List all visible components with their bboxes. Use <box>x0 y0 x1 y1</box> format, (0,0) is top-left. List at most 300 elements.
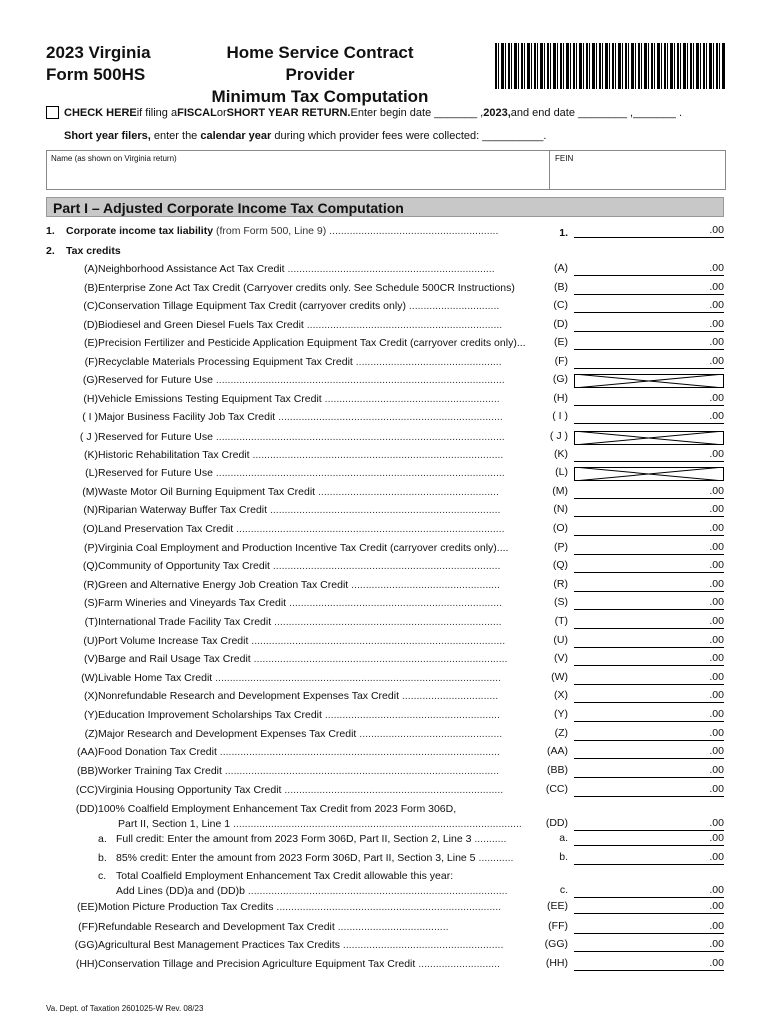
tax-line <box>46 244 724 262</box>
line-label-text: Nonrefundable Research and Development Expenses Tax Credit <box>98 690 399 702</box>
line-label <box>98 485 528 499</box>
tax-line <box>46 466 724 484</box>
fiscal-year-checkbox[interactable] <box>46 106 59 119</box>
amount-field[interactable]: .00 <box>574 541 724 555</box>
line-code: (V) <box>554 652 568 664</box>
line-label <box>98 299 528 313</box>
amount-field[interactable]: .00 <box>574 817 724 831</box>
name-field-label: Name (as shown on Virginia return) <box>51 154 177 163</box>
amount-field[interactable]: .00 <box>574 652 724 666</box>
line-number: (S) <box>84 597 98 609</box>
line-label-text: Reserved for Future Use <box>98 431 213 443</box>
line-code: (D) <box>553 318 568 330</box>
line-label <box>98 652 528 666</box>
line-label-text: Neighborhood Assistance Act Tax Credit <box>98 263 285 275</box>
line-number: (G) <box>82 374 98 386</box>
line-number: (L) <box>85 467 98 479</box>
line-label-text: Major Research and Development Expenses Tax Credit <box>98 728 357 740</box>
line-leader: ................................................................... <box>303 319 503 331</box>
amount-field[interactable]: .00 <box>574 832 724 846</box>
line-code: (CC) <box>545 783 568 795</box>
line-number: (K) <box>84 449 98 461</box>
tax-line <box>46 783 724 801</box>
line-label-text: Education Improvement Scholarships Tax Credit <box>98 709 322 721</box>
amount-field[interactable]: .00 <box>574 764 724 778</box>
name-fein-divider <box>549 151 550 189</box>
line-code: (HH) <box>545 957 568 969</box>
tax-line <box>46 299 724 317</box>
amount-field[interactable]: .00 <box>574 522 724 536</box>
amount-field[interactable]: .00 <box>574 578 724 592</box>
line-code: (L) <box>555 466 568 478</box>
line-label <box>98 938 528 952</box>
line-label <box>98 957 528 971</box>
form-id: Form 500HS <box>46 65 146 84</box>
line-number: (P) <box>84 542 98 554</box>
line-leader: ................................................................................................ <box>216 746 500 758</box>
fiscal-year-line <box>46 106 682 119</box>
line-label <box>98 373 528 387</box>
tax-line <box>46 634 724 652</box>
line-number: (EE) <box>77 901 98 913</box>
line-label-text: Enterprise Zone Act Tax Credit (Carryover credits only. See Schedule 500CR Instructions) <box>98 282 515 294</box>
line-label <box>66 244 528 258</box>
line-code: (A) <box>554 262 568 274</box>
tax-line <box>46 745 724 763</box>
line-label-text: Reserved for Future Use <box>98 374 213 386</box>
tax-line <box>46 920 724 938</box>
line-leader: ................................................... <box>348 579 500 591</box>
line-leader: ...................................... <box>334 921 449 933</box>
tax-line <box>46 900 724 918</box>
line-number: (O) <box>82 523 98 535</box>
line-number: (Z) <box>84 728 98 740</box>
line-label-text: Historic Rehabilitation Tax Credit <box>98 449 250 461</box>
line-leader: ............................................................ <box>321 709 500 721</box>
tax-line <box>46 727 724 745</box>
line-label-text: 85% credit: Enter the amount from 2023 Form 306D, Part II, Section 3, Line 5 <box>116 852 476 864</box>
line-code: (H) <box>553 392 568 404</box>
line-label-text: Vehicle Emissions Testing Equipment Tax Credit <box>98 393 322 405</box>
tax-line <box>46 832 724 850</box>
line-code: (P) <box>554 541 568 553</box>
line-label-text: Tax credits <box>66 245 121 257</box>
form-title <box>46 42 151 86</box>
tax-line <box>46 541 724 559</box>
line-label <box>98 578 528 592</box>
line-code: 1. <box>559 227 568 239</box>
line-number: (M) <box>82 486 98 498</box>
line-label <box>66 224 528 238</box>
reserved-crossed-box <box>574 431 724 445</box>
line-leader: ................................................................................................... <box>212 374 505 386</box>
line-code: (N) <box>553 503 568 515</box>
line-label-text: Farm Wineries and Vineyards Tax Credit <box>98 597 287 609</box>
line-code: (Z) <box>554 727 568 739</box>
tax-line <box>46 485 724 503</box>
fein-field-label: FEIN <box>555 154 574 163</box>
line-label-text: Major Business Facility Job Tax Credit <box>98 411 276 423</box>
amount-field[interactable]: .00 <box>574 559 724 573</box>
line-label <box>98 615 528 629</box>
tax-line <box>46 318 724 336</box>
line-leader: .............................................................. <box>315 486 499 498</box>
tax-line <box>46 503 724 521</box>
line-number: (D) <box>83 319 98 331</box>
tax-line <box>46 281 724 299</box>
tax-line <box>46 224 724 242</box>
tax-line <box>46 764 724 782</box>
line-label-text: Green and Alternative Energy Job Creation Tax Credit <box>98 579 349 591</box>
amount-field[interactable]: .00 <box>574 281 724 295</box>
line-label <box>98 262 528 276</box>
line-label-text: Waste Motor Oil Burning Equipment Tax Credit <box>98 486 316 498</box>
line-code: (G) <box>552 373 568 385</box>
line-number: (R) <box>83 579 98 591</box>
line-leader: ....................................................................... <box>284 263 495 275</box>
line-code: (S) <box>554 596 568 608</box>
line-label-text: Agricultural Best Management Practices Tax Credits <box>98 939 340 951</box>
line-label <box>98 448 528 462</box>
line-leader: (from Form 500, Line 9) .......................................................... <box>213 225 499 237</box>
short-year-text-1: enter the <box>150 130 201 142</box>
line-label-text: Port Volume Increase Tax Credit <box>98 635 249 647</box>
line-label-text: Biodiesel and Green Diesel Fuels Tax Credit <box>98 319 304 331</box>
line-label-continued-text: Add Lines (DD)a and (DD)b <box>116 885 245 897</box>
cross-out-icon <box>574 467 724 481</box>
line-label-continued <box>118 817 528 831</box>
line-number: (GG) <box>74 939 98 951</box>
amount-field[interactable]: .00 <box>574 634 724 648</box>
amount-field[interactable]: .00 <box>574 671 724 685</box>
line-label <box>98 559 528 573</box>
line-number: (W) <box>81 672 98 684</box>
line-leader: .................................................................................................. <box>212 672 502 684</box>
amount-field[interactable]: .00 <box>574 503 724 517</box>
line-leader: ........... <box>471 833 507 845</box>
line-code: (DD) <box>545 817 568 829</box>
line-label <box>98 503 528 517</box>
barcode <box>495 43 725 89</box>
line-code: (E) <box>554 336 568 348</box>
tax-line <box>46 578 724 596</box>
line-label <box>116 869 528 883</box>
line-leader: ......................................................................... <box>286 597 502 609</box>
line-number: (T) <box>84 616 98 628</box>
form-year: 2023 Virginia <box>46 43 151 62</box>
line-label-text: Worker Training Tax Credit <box>98 765 222 777</box>
line-label <box>98 802 528 816</box>
amount-field[interactable]: .00 <box>574 448 724 462</box>
line-leader: ....................................................................................... <box>248 635 506 647</box>
sub-line-letter: a. <box>98 833 107 845</box>
line-code: (U) <box>553 634 568 646</box>
line-number: 2. <box>46 245 55 257</box>
line-label-text: Conservation Tillage and Precision Agriculture Equipment Tax Credit <box>98 958 416 970</box>
line-label-text: Barge and Rail Usage Tax Credit <box>98 653 251 665</box>
line-label <box>98 764 528 778</box>
tax-line <box>46 430 724 448</box>
amount-field[interactable]: .00 <box>574 336 724 350</box>
line-code: (F) <box>554 355 568 367</box>
line-label-text: Livable Home Tax Credit <box>98 672 213 684</box>
sub-line-letter: b. <box>98 852 107 864</box>
amount-field[interactable]: .00 <box>574 299 724 313</box>
line-number: (H) <box>83 393 98 405</box>
line-code: (T) <box>554 615 568 627</box>
line-number: (E) <box>84 337 98 349</box>
tax-line <box>46 708 724 726</box>
line-label <box>98 727 528 741</box>
part-1-header: Part I – Adjusted Corporate Income Tax Computation <box>46 197 724 217</box>
line-label <box>98 355 528 369</box>
check-text-1: if filing a <box>136 106 178 119</box>
line-number: (CC) <box>75 784 98 796</box>
line-label <box>98 708 528 722</box>
line-number: (FF) <box>78 921 98 933</box>
line-label <box>98 336 528 350</box>
line-label-text: 100% Coalfield Employment Enhancement Tax Credit from 2023 Form 306D, <box>98 803 457 815</box>
line-code: (W) <box>551 671 568 683</box>
line-label <box>98 392 528 406</box>
fiscal-label: FISCAL <box>177 106 217 119</box>
line-label <box>98 522 528 536</box>
form-heading <box>190 42 450 108</box>
line-leader: ....................................................................................... <box>250 653 508 665</box>
amount-field[interactable]: .00 <box>574 920 724 934</box>
line-code: (Y) <box>554 708 568 720</box>
tax-line <box>46 262 724 280</box>
line-label <box>98 745 528 759</box>
amount-field[interactable]: .00 <box>574 900 724 914</box>
line-label <box>98 783 528 797</box>
line-label <box>98 541 528 555</box>
line-number: (A) <box>84 263 98 275</box>
line-leader: .............................................................................. <box>269 560 501 572</box>
heading-line-1: Home Service Contract Provider <box>226 43 414 84</box>
amount-field[interactable]: .00 <box>574 392 724 406</box>
line-leader: ............................................................................... <box>267 504 501 516</box>
line-number: (U) <box>83 635 98 647</box>
tax-line <box>46 392 724 410</box>
line-leader: .................................................. <box>352 356 502 368</box>
line-label-text: Community of Opportunity Tax Credit <box>98 560 270 572</box>
line-number: (AA) <box>77 746 98 758</box>
heading-line-2: Minimum Tax Computation <box>211 87 429 106</box>
line-leader: ....................................................... <box>340 939 504 951</box>
tax-line <box>46 336 724 354</box>
line-leader: ......................................................................................... <box>244 885 508 897</box>
short-year-line <box>64 130 546 142</box>
line-leader: ................................................................................................... <box>212 467 505 479</box>
line-label <box>98 900 528 914</box>
line-code: (EE) <box>547 900 568 912</box>
amount-field[interactable]: .00 <box>574 410 724 424</box>
line-code: (X) <box>554 689 568 701</box>
line-label-text: International Trade Facility Tax Credit <box>98 616 272 628</box>
line-leader: ................................. <box>398 690 499 702</box>
amount-field[interactable]: .00 <box>574 745 724 759</box>
line-label-text: Food Donation Tax Credit <box>98 746 217 758</box>
amount-field[interactable]: .00 <box>574 615 724 629</box>
tax-line <box>46 938 724 956</box>
line-label-text: Reserved for Future Use <box>98 467 213 479</box>
amount-field[interactable]: .00 <box>574 689 724 703</box>
amount-field[interactable]: .00 <box>574 938 724 952</box>
line-code: (R) <box>553 578 568 590</box>
amount-field[interactable]: .00 <box>574 485 724 499</box>
line-label-text: Corporate income tax liability <box>66 225 214 237</box>
end-date-text: and end date ________ ,_______ . <box>510 106 683 119</box>
line-code: (C) <box>553 299 568 311</box>
line-number: 1. <box>46 225 55 237</box>
tax-line <box>46 851 724 869</box>
amount-field[interactable]: .00 <box>574 884 724 898</box>
line-number: (V) <box>84 653 98 665</box>
short-year-label: SHORT YEAR RETURN. <box>226 106 351 119</box>
line-label-text: Refundable Research and Development Tax Credit <box>98 921 335 933</box>
line-number: ( I ) <box>82 411 98 423</box>
year-label: 2023, <box>483 106 511 119</box>
line-code: (AA) <box>547 745 568 757</box>
line-leader: ...................................................................................... <box>249 449 504 461</box>
line-leader: ................................................................................................... <box>212 431 505 443</box>
cross-out-icon <box>574 374 724 388</box>
line-label <box>98 634 528 648</box>
short-year-filers-label: Short year filers, <box>64 130 151 142</box>
amount-field[interactable]: .00 <box>574 851 724 865</box>
line-leader: ............................ <box>415 958 500 970</box>
line-number: (Q) <box>82 560 98 572</box>
line-leader: ........................................................................... <box>281 784 504 796</box>
line-leader: ............................................................ <box>321 393 500 405</box>
amount-field[interactable]: .00 <box>574 783 724 797</box>
line-code: (BB) <box>547 764 568 776</box>
line-label <box>98 318 528 332</box>
line-number: (DD) <box>75 803 98 815</box>
line-leader: ............................................................................................ <box>233 523 505 535</box>
line-leader: ................................................. <box>356 728 503 740</box>
tax-line <box>46 671 724 689</box>
reserved-crossed-box <box>574 467 724 481</box>
sub-line-letter: c. <box>98 870 107 882</box>
tax-line <box>46 448 724 466</box>
line-leader: ............................... <box>405 300 500 312</box>
line-label-text: Motion Picture Production Tax Credits <box>98 901 274 913</box>
amount-field[interactable]: .00 <box>574 596 724 610</box>
line-leader: ............................................................................. <box>275 411 503 423</box>
tax-line <box>46 689 724 707</box>
line-leader: ................................................................................................... <box>230 818 522 830</box>
tax-line <box>46 802 724 836</box>
begin-date-text: Enter begin date _______ , <box>350 106 484 119</box>
line-label-continued-text: Part II, Section 1, Line 1 <box>118 818 231 830</box>
line-code: ( J ) <box>549 430 568 442</box>
tax-line <box>46 522 724 540</box>
amount-field[interactable]: .00 <box>574 224 724 238</box>
line-label-text: Full credit: Enter the amount from 2023 Form 306D, Part II, Section 2, Line 3 <box>116 833 472 845</box>
line-label-text: Virginia Housing Opportunity Tax Credit <box>98 784 282 796</box>
footer: Va. Dept. of Taxation 2601025-W Rev. 08/23 <box>46 1004 204 1013</box>
line-label <box>98 466 528 480</box>
line-number: (HH) <box>75 958 98 970</box>
line-number: (Y) <box>84 709 98 721</box>
amount-field[interactable]: .00 <box>574 708 724 722</box>
line-label-text: Virginia Coal Employment and Production Incentive Tax Credit (carryover credits only).... <box>98 542 509 554</box>
line-label-text: Land Preservation Tax Credit <box>98 523 234 535</box>
reserved-crossed-box <box>574 374 724 388</box>
line-label-text: Riparian Waterway Buffer Tax Credit <box>98 504 268 516</box>
line-number: (C) <box>83 300 98 312</box>
tax-line <box>46 652 724 670</box>
line-code: a. <box>559 832 568 844</box>
line-label-text: Total Coalfield Employment Enhancement Tax Credit allowable this year: <box>116 870 454 882</box>
name-fein-box <box>46 150 726 190</box>
amount-field[interactable]: .00 <box>574 957 724 971</box>
line-label <box>116 851 528 865</box>
cross-out-icon <box>574 431 724 445</box>
line-code: (O) <box>552 522 568 534</box>
line-number: (X) <box>84 690 98 702</box>
line-code: ( I ) <box>552 410 568 422</box>
tax-line <box>46 373 724 391</box>
line-number: (B) <box>84 282 98 294</box>
line-label <box>98 281 528 295</box>
line-code: b. <box>559 851 568 863</box>
line-label <box>98 671 528 685</box>
amount-field[interactable]: .00 <box>574 355 724 369</box>
tax-line <box>46 596 724 614</box>
short-year-text-2: during which provider fees were collected: __________. <box>271 130 547 142</box>
line-label <box>98 596 528 610</box>
line-leader: ............ <box>475 852 514 864</box>
tax-line <box>46 957 724 975</box>
line-number: ( J ) <box>79 431 98 443</box>
line-leader: .............................................................................................. <box>221 765 500 777</box>
amount-field[interactable]: .00 <box>574 262 724 276</box>
tax-line <box>46 559 724 577</box>
line-label-continued <box>116 884 528 898</box>
tax-line <box>46 355 724 373</box>
check-here-label: CHECK HERE <box>64 106 137 119</box>
line-label-text: Conservation Tillage Equipment Tax Credit (carryover credits only) <box>98 300 406 312</box>
amount-field[interactable]: .00 <box>574 318 724 332</box>
line-code: (M) <box>552 485 568 497</box>
line-code: (FF) <box>548 920 568 932</box>
line-code: (B) <box>554 281 568 293</box>
check-text-2: or <box>216 106 227 119</box>
line-number: (F) <box>84 356 98 368</box>
calendar-year-label: calendar year <box>200 130 272 142</box>
line-label <box>98 689 528 703</box>
line-label-text: Recyclable Materials Processing Equipment Tax Credit <box>98 356 353 368</box>
line-label <box>98 920 528 934</box>
line-label <box>116 832 528 846</box>
line-code: (K) <box>554 448 568 460</box>
line-number: (N) <box>83 504 98 516</box>
line-code: c. <box>559 884 568 896</box>
line-label <box>98 430 528 444</box>
tax-line <box>46 869 724 903</box>
line-number: (BB) <box>77 765 98 777</box>
line-code: (GG) <box>544 938 568 950</box>
amount-field[interactable]: .00 <box>574 727 724 741</box>
line-code: (Q) <box>552 559 568 571</box>
line-leader: ............................................................................. <box>273 901 502 913</box>
line-leader: .............................................................................. <box>271 616 502 628</box>
line-label-text: Precision Fertilizer and Pesticide Application Equipment Tax Credit (carryover credits only)... <box>98 337 526 349</box>
tax-line <box>46 615 724 633</box>
